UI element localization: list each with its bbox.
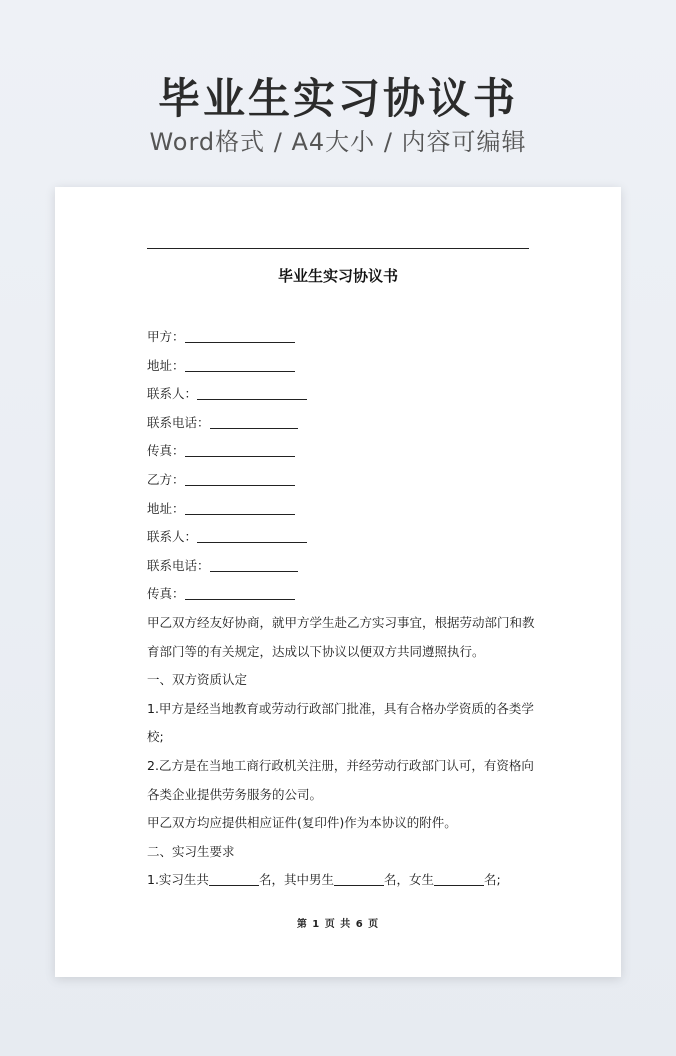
fill-blank xyxy=(185,599,295,600)
document-body xyxy=(147,323,537,895)
fill-blank xyxy=(209,885,259,886)
fill-blank xyxy=(434,885,484,886)
document-page xyxy=(55,187,621,977)
page-footer: 第 1 页 共 6 页 xyxy=(296,919,380,930)
fill-blank xyxy=(210,571,298,572)
field-address-a: 地址： xyxy=(147,352,537,381)
fill-blank xyxy=(197,542,307,543)
banner-title: 毕业生实习协议书 xyxy=(157,74,518,123)
section-1-heading: 一、双方资质认定 xyxy=(147,672,248,688)
clause-2-1: 1.实习生共 名，其中男生 名，女生 名; xyxy=(147,872,501,888)
field-fax-b: 传真： xyxy=(147,580,537,609)
fill-blank xyxy=(185,485,295,486)
fill-blank xyxy=(334,885,384,886)
field-fax-a: 传真： xyxy=(147,437,537,466)
fill-blank xyxy=(185,514,295,515)
header-rule xyxy=(147,248,529,249)
clause-1-2: 2.乙方是在当地工商行政机关注册，并经劳动行政部门认可，有资格向各类企业提供劳务服务的公司。 xyxy=(147,757,534,802)
field-phone-a: 联系电话： xyxy=(147,409,537,438)
fill-blank xyxy=(185,456,295,457)
fill-blank xyxy=(210,428,298,429)
section-2-heading: 二、实习生要求 xyxy=(147,843,235,859)
field-party-b: 乙方： xyxy=(147,466,537,495)
intro-paragraph: 甲乙双方经友好协商，就甲方学生赴乙方实习事宜，根据劳动部门和教育部门等的有关规定，达成以下协议以便双方共同遵照执行。 xyxy=(147,614,535,659)
field-address-b: 地址： xyxy=(147,495,537,524)
field-contact-b: 联系人： xyxy=(147,523,537,552)
clause-1-3: 甲乙双方均应提供相应证件(复印件)作为本协议的附件。 xyxy=(147,815,457,831)
document-title: 毕业生实习协议书 xyxy=(277,267,398,285)
field-party-a: 甲方： xyxy=(147,323,537,352)
field-contact-a: 联系人： xyxy=(147,380,537,409)
banner-subtitle: Word格式 / A4大小 / 内容可编辑 xyxy=(149,128,527,156)
field-phone-b: 联系电话： xyxy=(147,552,537,581)
fill-blank xyxy=(197,399,307,400)
fill-blank xyxy=(185,342,295,343)
fill-blank xyxy=(185,371,295,372)
clause-1-1: 1.甲方是经当地教育或劳动行政部门批准，具有合格办学资质的各类学校; xyxy=(147,700,534,745)
